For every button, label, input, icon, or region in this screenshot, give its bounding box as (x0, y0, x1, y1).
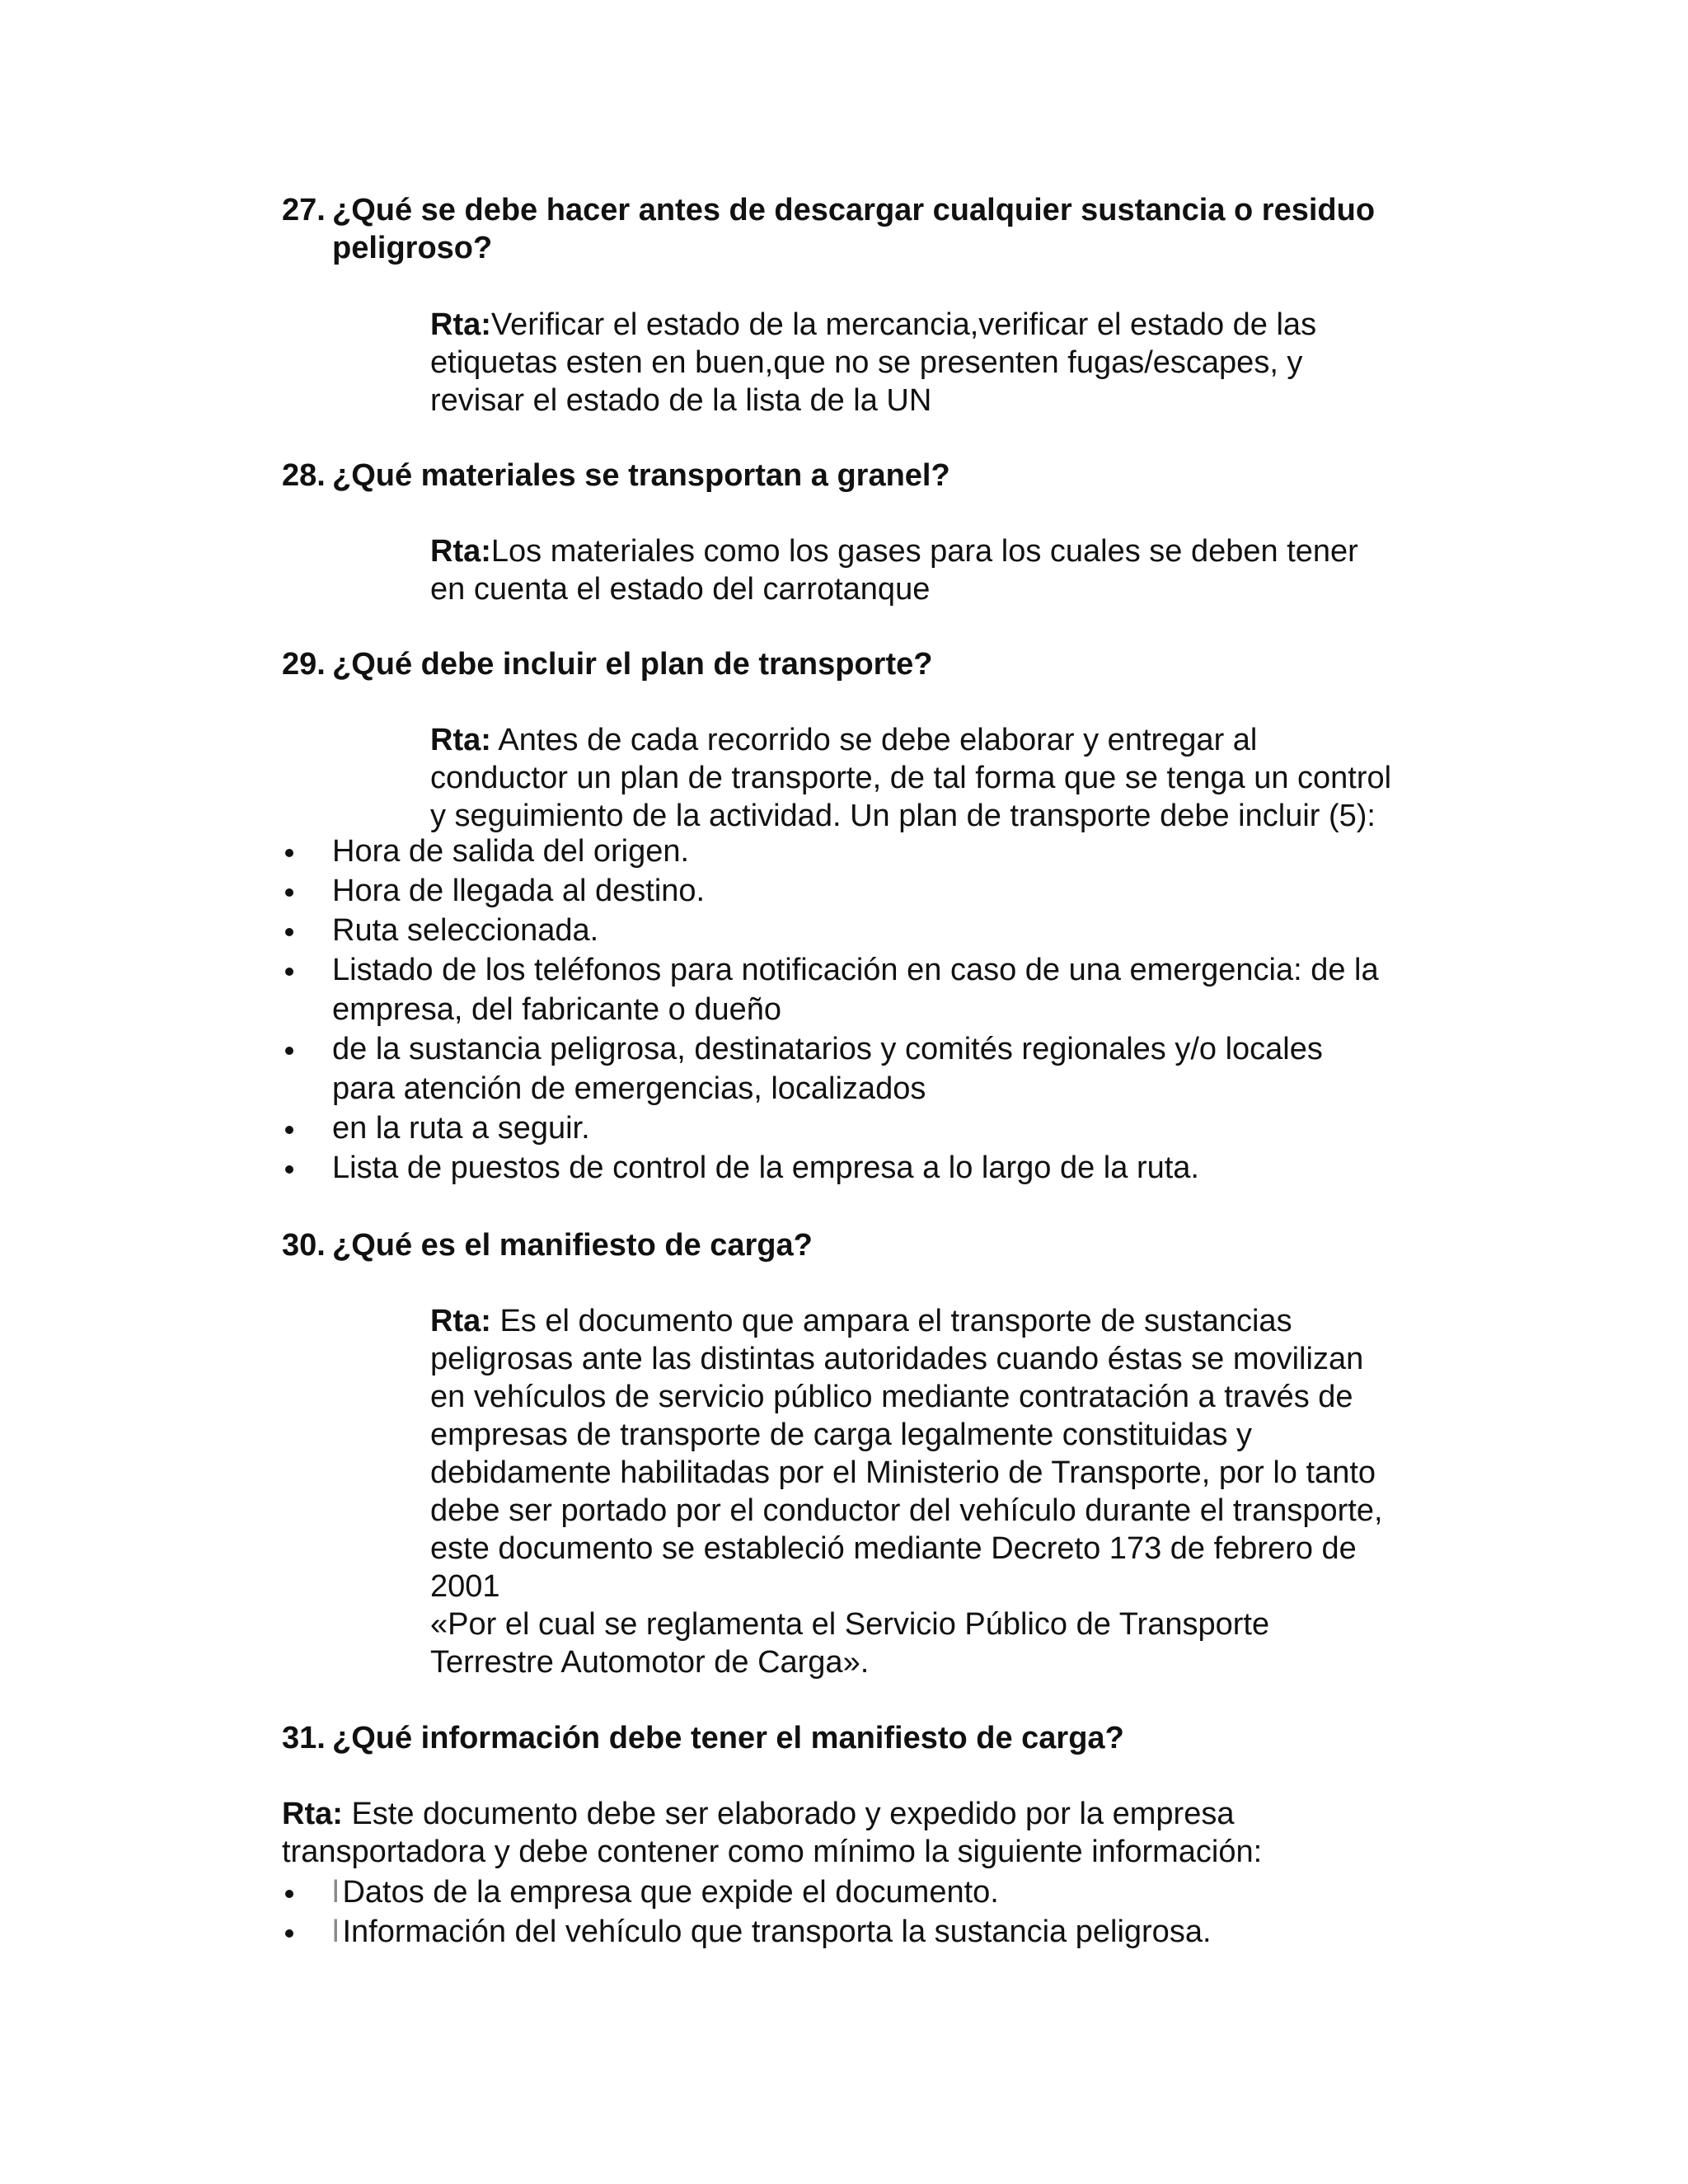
manifest-info-list (282, 1872, 1452, 1952)
list-item: Ruta seleccionada. (282, 911, 1452, 950)
answer-label: Rta: (430, 534, 491, 569)
question-number: 27. (282, 193, 326, 227)
question-31-title (282, 1719, 1452, 1757)
answer-line: etiquetas esten en buen,que no se presenten fugas/escapes, y (430, 345, 1303, 380)
answer-line: 2001 (430, 1569, 500, 1604)
bullet-icon (285, 849, 293, 857)
question-text: ¿Qué materiales se transportan a granel? (332, 458, 950, 493)
answer-line: debidamente habilitadas por el Ministerio de Transporte, por lo tanto (430, 1455, 1376, 1490)
answer-line: Rta: Antes de cada recorrido se debe elaborar y entregar al (430, 723, 1258, 757)
answer-label: Rta: (282, 1797, 343, 1831)
question-number: 28. (282, 458, 326, 493)
answer-line: empresas de transporte de carga legalmente constituidas y (430, 1418, 1252, 1452)
bullet-icon (285, 1165, 293, 1174)
answer-28 (430, 532, 1452, 608)
bullet-icon (285, 1047, 293, 1055)
list-item: de la sustancia peligrosa, destinatarios y comités regionales y/o locales para atención de emergencias, localizados (282, 1029, 1452, 1108)
list-marker: l (332, 1915, 340, 1949)
bullet-icon (285, 888, 293, 897)
answer-line: Terrestre Automotor de Carga». (430, 1645, 870, 1680)
answer-line: «Por el cual se reglamenta el Servicio Público de Transporte (430, 1607, 1270, 1642)
answer-label: Rta: (430, 307, 491, 342)
question-text-line: peligroso? (332, 231, 493, 265)
answer-line: en cuenta el estado del carrotanque (430, 572, 931, 607)
question-text (332, 191, 1452, 267)
answer-31 (282, 1795, 1452, 1871)
question-text: ¿Qué información debe tener el manifiesto de carga? (332, 1721, 1124, 1755)
bullet-icon (285, 968, 293, 976)
list-item: l Datos de la empresa que expide el documento. (282, 1872, 1452, 1912)
answer-line: peligrosas ante las distintas autoridades cuando éstas se movilizan (430, 1342, 1364, 1376)
bullet-icon (285, 928, 293, 936)
question-30-title (282, 1226, 1452, 1264)
answer-line: Rta:Los materiales como los gases para los cuales se deben tener (430, 534, 1358, 569)
answer-29 (430, 721, 1452, 835)
question-number: 30. (282, 1228, 326, 1263)
bullet-icon (285, 1890, 293, 1898)
question-text-line: ¿Qué se debe hacer antes de descargar cualquier sustancia o residuo (332, 193, 1376, 227)
list-item: l Información del vehículo que transporta la sustancia peligrosa. (282, 1912, 1452, 1952)
answer-27 (430, 306, 1452, 419)
answer-line: en vehículos de servicio público mediante contratación a través de (430, 1380, 1353, 1414)
question-28-title (282, 457, 1452, 494)
bullet-icon (285, 1126, 293, 1134)
question-text: ¿Qué debe incluir el plan de transporte? (332, 647, 933, 682)
list-item: en la ruta a seguir. (282, 1108, 1452, 1148)
question-number: 31. (282, 1721, 326, 1755)
question-number: 29. (282, 647, 326, 682)
answer-line: debe ser portado por el conductor del vehículo durante el transporte, (430, 1493, 1383, 1528)
transport-plan-list (282, 832, 1452, 1188)
list-marker: l (332, 1875, 340, 1910)
answer-line: este documento se estableció mediante Decreto 173 de febrero de (430, 1531, 1357, 1566)
answer-label: Rta: (430, 1304, 491, 1338)
answer-30 (430, 1302, 1452, 1681)
answer-line: y seguimiento de la actividad. Un plan de transporte debe incluir (5): (430, 799, 1376, 833)
answer-line: Rta: Este documento debe ser elaborado y expedido por la empresa (282, 1797, 1235, 1831)
answer-line: revisar el estado de la lista de la UN (430, 383, 932, 418)
list-item: Listado de los teléfonos para notificación en caso de una emergencia: de la empresa, del fabricante o dueño (282, 950, 1452, 1029)
question-29-title (282, 645, 1452, 683)
list-item: Lista de puestos de control de la empresa a lo largo de la ruta. (282, 1148, 1452, 1188)
list-item: Hora de llegada al destino. (282, 871, 1452, 911)
question-text: ¿Qué es el manifiesto de carga? (332, 1228, 813, 1263)
list-item: Hora de salida del origen. (282, 832, 1452, 871)
bullet-icon (285, 1929, 293, 1938)
question-27-title (282, 191, 1452, 267)
answer-line: Rta:Verificar el estado de la mercancia,verificar el estado de las (430, 307, 1317, 342)
answer-line: transportadora y debe contener como mínimo la siguiente información: (282, 1835, 1263, 1869)
answer-line: conductor un plan de transporte, de tal forma que se tenga un control (430, 761, 1392, 795)
answer-line: Rta: Es el documento que ampara el transporte de sustancias (430, 1304, 1292, 1338)
answer-label: Rta: (430, 723, 491, 757)
